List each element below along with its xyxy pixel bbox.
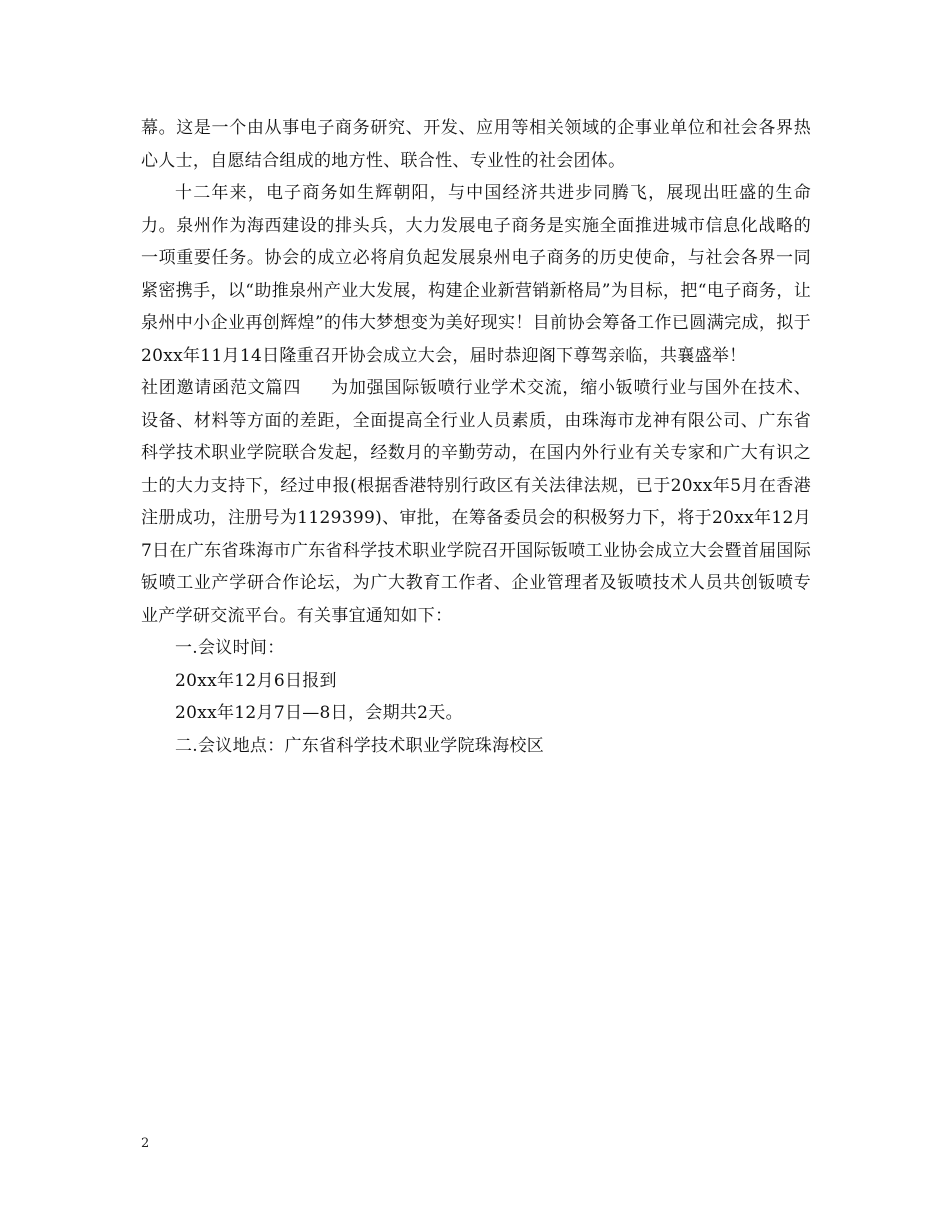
section-heading: 社团邀请函范文篇四 [141, 378, 302, 398]
section-body-text: 为加强国际钣喷行业学术交流，缩小钣喷行业与国外在技术、设备、材料等方面的差距，全面提高全行业人员素质，由珠海市龙神有限公司、广东省科学技术职业学院联合发起，经数月的辛勤劳动，在国内外行业有关专家和广大有识之士的大力支持下，经过申报(根据香港特别行政区有关法律法规，已于20xx年5月在香港注册成功，注册号为1129399)、审批，在筹备委员会的积极努力下，将于20xx年12月7日在广东省珠海市广东省科学技术职业学院召开国际钣喷工业协会成立大会暨首届国际钣喷工业产学研合作论坛，为广大教育工作者、企业管理者及钣喷技术人员共创钣喷专业产学研交流平台。有关事宜通知如下： [141, 378, 811, 626]
section-four-paragraph [141, 372, 811, 632]
meeting-location: 二.会议地点：广东省科学技术职业学院珠海校区 [175, 735, 545, 756]
page-number: 2 [141, 1136, 150, 1151]
document-body [141, 112, 811, 762]
meeting-dates: 20xx年12月7日—8日，会期共2天。 [175, 703, 463, 723]
meeting-time-heading: 一.会议时间： [175, 638, 285, 658]
paragraph-twelve-years: 十二年来，电子商务如生辉朝阳，与中国经济共进步同腾飞，展现出旺盛的生命力。泉州作为海西建设的排头兵，大力发展电子商务是实施全面推进城市信息化战略的一项重要任务。协会的成立必将肩负起发展泉州电子商务的历史使命，与社会各界一同紧密携手，以“助推泉州产业大发展，构建企业新营销新格局”为目标，把“电子商务，让泉州中小企业再创辉煌”的伟大梦想变为美好现实！目前协会筹备工作已圆满完成，拟于20xx年11月14日隆重召开协会成立大会，届时恭迎阁下尊驾亲临，共襄盛举！ [141, 183, 811, 366]
paragraph-intro-continuation: 幕。这是一个由从事电子商务研究、开发、应用等相关领域的企事业单位和社会各界热心人士，自愿结合组成的地方性、联合性、专业性的社会团体。 [141, 118, 811, 171]
registration-date: 20xx年12月6日报到 [175, 670, 337, 691]
